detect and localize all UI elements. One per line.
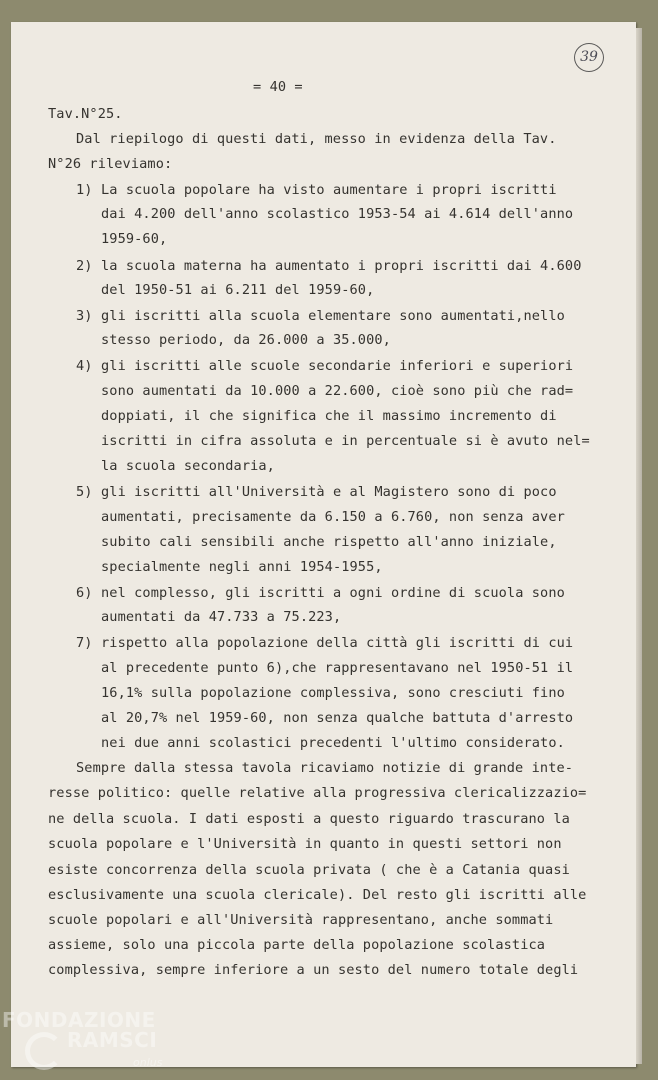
list-item-label: 2) [76, 258, 93, 274]
list-item-line: specialmente negli anni 1954-1955, [101, 559, 383, 575]
list-item-line: stesso periodo, da 26.000 a 35.000, [101, 332, 391, 348]
intro-line: Dal riepilogo di questi dati, messo in evidenza della Tav. [76, 131, 557, 147]
paragraph-line: assieme, solo una piccola parte della popolazione scolastica [48, 937, 546, 953]
list-item-line: gli iscritti alla scuola elementare sono aumentati,nello [101, 308, 565, 324]
paragraph-line: scuola popolare e l'Università in quanto in questi settori non [48, 836, 562, 852]
paragraph-line: ne della scuola. I dati esposti a questo riguardo trascurano la [48, 811, 570, 827]
archive-watermark [0, 1002, 175, 1080]
list-item-line: dai 4.200 dell'anno scolastico 1953-54 ai 4.614 dell'anno [101, 206, 574, 222]
list-item-line: nei due anni scolastici precedenti l'ultimo considerato. [101, 735, 565, 751]
document-page [11, 22, 636, 1067]
list-item-line: la scuola materna ha aumentato i propri iscritti dai 4.600 [101, 258, 582, 274]
page-number: = 40 = [253, 79, 303, 95]
folio-number-stamp: 39 [574, 43, 604, 72]
list-item-line: subito cali sensibili anche rispetto all'anno iniziale, [101, 534, 557, 550]
list-item-label: 6) [76, 585, 93, 601]
paragraph-line: esiste concorrenza della scuola privata ( che è a Catania quasi [48, 862, 570, 878]
paragraph-line: complessiva, sempre inferiore a un sesto del numero totale degli [48, 962, 579, 978]
list-item-line: doppiati, il che significa che il massimo incremento di [101, 408, 557, 424]
paragraph-line: esclusivamente una scuola clericale). Del resto gli iscritti alle [48, 887, 587, 903]
list-item-label: 7) [76, 635, 93, 651]
list-item-line: aumentati, precisamente da 6.150 a 6.760, non senza aver [101, 509, 565, 525]
list-item-label: 1) [76, 182, 93, 198]
list-item-label: 4) [76, 358, 93, 374]
list-item-line: 1959-60, [101, 231, 168, 247]
list-item-line: La scuola popolare ha visto aumentare i propri iscritti [101, 182, 557, 198]
list-item-line: del 1950-51 ai 6.211 del 1959-60, [101, 282, 375, 298]
list-item-line: aumentati da 47.733 a 75.223, [101, 609, 342, 625]
list-item-line: 16,1% sulla popolazione complessiva, sono cresciuti fino [101, 685, 565, 701]
table-reference: Tav.N°25. [48, 106, 123, 122]
watermark-tag: onlus [133, 1056, 163, 1069]
paragraph-line: Sempre dalla stessa tavola ricaviamo notizie di grande inte- [76, 760, 574, 776]
list-item-line: al precedente punto 6),che rappresentavano nel 1950-51 il [101, 660, 574, 676]
watermark-line2: RAMSCI [67, 1028, 158, 1052]
list-item-line: al 20,7% nel 1959-60, non senza qualche battuta d'arresto [101, 710, 574, 726]
paragraph-line: resse politico: quelle relative alla progressiva clericalizzazio= [48, 785, 587, 801]
list-item-line: rispetto alla popolazione della città gli iscritti di cui [101, 635, 574, 651]
list-item-line: sono aumentati da 10.000 a 22.600, cioè sono più che rad= [101, 383, 574, 399]
typewritten-text [11, 22, 636, 1067]
list-item-label: 5) [76, 484, 93, 500]
paragraph-line: scuole popolari e all'Università rappresentano, anche sommati [48, 912, 554, 928]
list-item-label: 3) [76, 308, 93, 324]
watermark-g-logo-icon [25, 1032, 63, 1070]
list-item-line: la scuola secondaria, [101, 458, 275, 474]
list-item-line: nel complesso, gli iscritti a ogni ordine di scuola sono [101, 585, 565, 601]
list-item-line: iscritti in cifra assoluta e in percentuale si è avuto nel= [101, 433, 590, 449]
intro-line: N°26 rileviamo: [48, 156, 173, 172]
watermark-line1: FONDAZIONE [2, 1008, 156, 1032]
list-item-line: gli iscritti all'Università e al Magistero sono di poco [101, 484, 557, 500]
list-item-line: gli iscritti alle scuole secondarie inferiori e superiori [101, 358, 574, 374]
page-stack-edge [636, 28, 642, 1064]
